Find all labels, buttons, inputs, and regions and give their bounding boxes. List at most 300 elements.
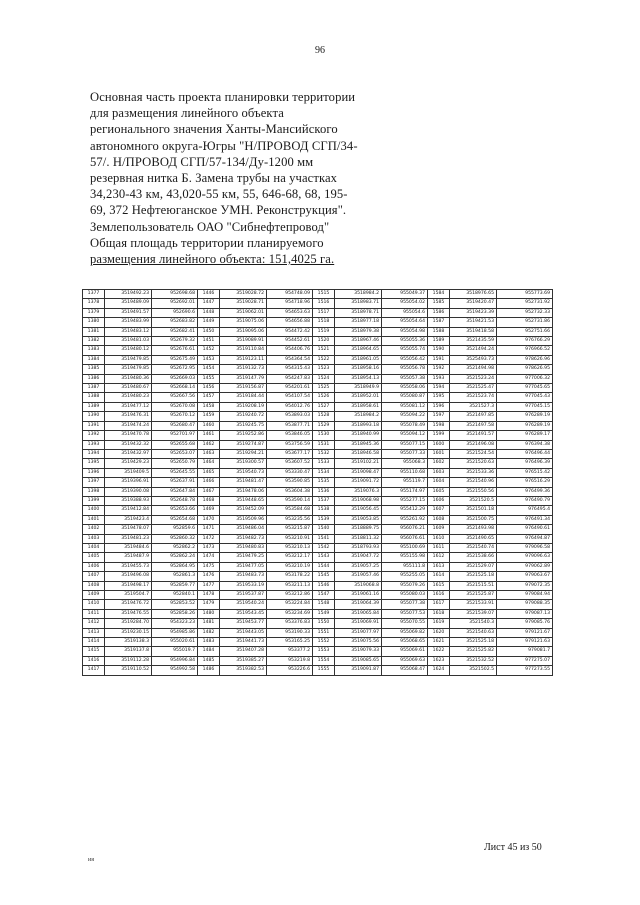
x-coordinate-cell: 3521550.56 — [450, 487, 497, 496]
point-number-cell: 1413 — [83, 628, 105, 637]
x-coordinate-cell: 3519240.72 — [220, 412, 267, 421]
x-coordinate-cell: 3519123.11 — [220, 355, 267, 364]
y-coordinate-cell: 955070.55 — [382, 619, 428, 628]
y-coordinate-cell: 976289.19 — [497, 412, 553, 421]
heading-line: для размещения линейного объекта — [90, 106, 284, 121]
point-number-cell: 1377 — [83, 290, 105, 299]
x-coordinate-cell: 3519540.24 — [220, 600, 267, 609]
y-coordinate-cell: 955277.15 — [382, 496, 428, 505]
x-coordinate-cell: 3519480.12 — [105, 346, 152, 355]
y-coordinate-cell: 955174.97 — [382, 487, 428, 496]
table-row — [83, 496, 553, 505]
point-number-cell: 1537 — [313, 496, 335, 505]
point-number-cell: 1464 — [198, 459, 220, 468]
x-coordinate-cell: 3519441.73 — [220, 638, 267, 647]
y-coordinate-cell: 955080.87 — [382, 393, 428, 402]
x-coordinate-cell: 3519443.05 — [220, 628, 267, 637]
x-coordinate-cell: 3519300.57 — [220, 459, 267, 468]
table-row — [83, 647, 553, 656]
x-coordinate-cell: 3521435.59 — [450, 337, 497, 346]
y-coordinate-cell: 954247.83 — [267, 374, 313, 383]
x-coordinate-cell: 3519382.53 — [220, 666, 267, 675]
x-coordinate-cell: 3521525.47 — [450, 384, 497, 393]
x-coordinate-cell: 3519420.47 — [450, 299, 497, 308]
x-coordinate-cell: 3519028.72 — [220, 290, 267, 299]
x-coordinate-cell: 3521527.3 — [450, 402, 497, 411]
y-coordinate-cell: 955255.05 — [382, 572, 428, 581]
table-row — [83, 431, 553, 440]
point-number-cell: 1396 — [83, 468, 105, 477]
x-coordinate-cell: 3521540.96 — [450, 478, 497, 487]
point-number-cell: 1605 — [428, 487, 450, 496]
x-coordinate-cell: 3521540.3 — [450, 619, 497, 628]
x-coordinate-cell: 3519432.32 — [105, 440, 152, 449]
y-coordinate-cell: 956076.61 — [382, 534, 428, 543]
x-coordinate-cell: 3521539.07 — [450, 609, 497, 618]
y-coordinate-cell: 952682.41 — [152, 327, 198, 336]
x-coordinate-cell: 3518967.46 — [335, 337, 382, 346]
x-coordinate-cell: 3519484.6 — [105, 543, 152, 552]
x-coordinate-cell: 3519421.53 — [450, 318, 497, 327]
table-row — [83, 459, 553, 468]
y-coordinate-cell: 979121.67 — [497, 628, 553, 637]
x-coordinate-cell: 3519028.71 — [220, 299, 267, 308]
y-coordinate-cell: 954012.76 — [267, 402, 313, 411]
table-row — [83, 515, 553, 524]
point-number-cell: 1469 — [198, 506, 220, 515]
point-number-cell: 1555 — [313, 666, 335, 675]
x-coordinate-cell: 3519418.58 — [450, 327, 497, 336]
table-row — [83, 355, 553, 364]
x-coordinate-cell: 3519075.06 — [220, 318, 267, 327]
point-number-cell: 1473 — [198, 543, 220, 552]
point-number-cell: 1474 — [198, 553, 220, 562]
point-number-cell: 1612 — [428, 553, 450, 562]
point-number-cell: 1620 — [428, 628, 450, 637]
x-coordinate-cell: 3519230.15 — [105, 628, 152, 637]
table-row — [83, 534, 553, 543]
point-number-cell: 1389 — [83, 402, 105, 411]
point-number-cell: 1535 — [313, 478, 335, 487]
y-coordinate-cell: 979084.94 — [497, 591, 553, 600]
page-number: 96 — [315, 45, 325, 56]
point-number-cell: 1593 — [428, 374, 450, 383]
point-number-cell: 1541 — [313, 534, 335, 543]
x-coordinate-cell: 3519062.01 — [220, 308, 267, 317]
corner-mark: ия — [88, 857, 94, 863]
x-coordinate-cell: 3519184.44 — [220, 393, 267, 402]
x-coordinate-cell: 3521532.52 — [450, 656, 497, 665]
x-coordinate-cell: 3519284.70 — [105, 619, 152, 628]
point-number-cell: 1525 — [313, 384, 335, 393]
x-coordinate-cell: 3519474.24 — [105, 421, 152, 430]
y-coordinate-cell: 953756.59 — [267, 440, 313, 449]
point-number-cell: 1522 — [313, 355, 335, 364]
x-coordinate-cell: 3518889.75 — [335, 525, 382, 534]
y-coordinate-cell: 952655.68 — [152, 440, 198, 449]
x-coordinate-cell: 3519479.85 — [105, 355, 152, 364]
y-coordinate-cell: 954323.23 — [152, 619, 198, 628]
x-coordinate-cell: 3518958.16 — [335, 365, 382, 374]
x-coordinate-cell: 3519057.25 — [335, 562, 382, 571]
point-number-cell: 1446 — [198, 290, 220, 299]
point-number-cell: 1448 — [198, 308, 220, 317]
x-coordinate-cell: 3519480.36 — [105, 374, 152, 383]
y-coordinate-cell: 955412.29 — [382, 506, 428, 515]
x-coordinate-cell: 3521533.36 — [450, 468, 497, 477]
y-coordinate-cell: 979096.63 — [497, 553, 553, 562]
x-coordinate-cell: 3519479.25 — [220, 553, 267, 562]
x-coordinate-cell: 3519486.04 — [220, 525, 267, 534]
table-row — [83, 638, 553, 647]
table-row — [83, 656, 553, 665]
x-coordinate-cell: 3519076.3 — [335, 487, 382, 496]
x-coordinate-cell: 3521523.24 — [450, 374, 497, 383]
x-coordinate-cell: 3519388.93 — [105, 496, 152, 505]
point-number-cell: 1475 — [198, 562, 220, 571]
y-coordinate-cell: 954718.96 — [267, 299, 313, 308]
point-number-cell: 1466 — [198, 478, 220, 487]
y-coordinate-cell: 953377.2 — [267, 647, 313, 656]
x-coordinate-cell: 3519245.75 — [220, 421, 267, 430]
table-row — [83, 308, 553, 317]
y-coordinate-cell: 955069.82 — [382, 628, 428, 637]
y-coordinate-cell: 952858.26 — [152, 609, 198, 618]
y-coordinate-cell: 952692.01 — [152, 299, 198, 308]
x-coordinate-cell: 3519492.23 — [105, 290, 152, 299]
x-coordinate-cell: 3519091.87 — [335, 666, 382, 675]
point-number-cell: 1454 — [198, 365, 220, 374]
point-number-cell: 1457 — [198, 393, 220, 402]
table-row — [83, 449, 553, 458]
y-coordinate-cell: 955081.12 — [382, 402, 428, 411]
y-coordinate-cell: 954452.61 — [267, 337, 313, 346]
x-coordinate-cell: 3519057.46 — [335, 572, 382, 581]
x-coordinate-cell: 3521524.54 — [450, 449, 497, 458]
point-number-cell: 1600 — [428, 440, 450, 449]
y-coordinate-cell: 955261.92 — [382, 515, 428, 524]
point-number-cell: 1614 — [428, 572, 450, 581]
heading-line: резервная нитка Б. Замена трубы на участках — [90, 171, 338, 186]
x-coordinate-cell: 3519452.09 — [220, 506, 267, 515]
y-coordinate-cell: 955055.36 — [382, 337, 428, 346]
y-coordinate-cell: 954472.42 — [267, 327, 313, 336]
x-coordinate-cell: 3519147.79 — [220, 374, 267, 383]
y-coordinate-cell: 953604.38 — [267, 487, 313, 496]
table-row — [83, 562, 553, 571]
y-coordinate-cell: 954315.43 — [267, 365, 313, 374]
x-coordinate-cell: 3519509.96 — [220, 515, 267, 524]
x-coordinate-cell: 3521493.98 — [450, 525, 497, 534]
x-coordinate-cell: 3519476.55 — [105, 609, 152, 618]
point-number-cell: 1532 — [313, 449, 335, 458]
point-number-cell: 1621 — [428, 638, 450, 647]
y-coordinate-cell: 953211.13 — [267, 581, 313, 590]
point-number-cell: 1622 — [428, 647, 450, 656]
table-row — [83, 421, 553, 430]
y-coordinate-cell: 952669.03 — [152, 374, 198, 383]
table-row — [83, 666, 553, 675]
x-coordinate-cell: 3518964.65 — [335, 346, 382, 355]
x-coordinate-cell: 3518993.18 — [335, 421, 382, 430]
x-coordinate-cell: 3519476.72 — [105, 600, 152, 609]
point-number-cell: 1595 — [428, 393, 450, 402]
table-row — [83, 393, 553, 402]
point-number-cell: 1407 — [83, 572, 105, 581]
y-coordinate-cell: 979063.67 — [497, 572, 553, 581]
x-coordinate-cell: 3519482.73 — [220, 534, 267, 543]
y-coordinate-cell: 952731.92 — [497, 299, 553, 308]
x-coordinate-cell: 3519540.73 — [220, 468, 267, 477]
table-row — [83, 290, 553, 299]
y-coordinate-cell: 955094.12 — [382, 431, 428, 440]
y-coordinate-cell: 979072.35 — [497, 581, 553, 590]
y-coordinate-cell: 979087.13 — [497, 609, 553, 618]
point-number-cell: 1406 — [83, 562, 105, 571]
x-coordinate-cell: 3521490.65 — [450, 534, 497, 543]
x-coordinate-cell: 3521502.5 — [450, 666, 497, 675]
x-coordinate-cell: 3519047.72 — [335, 553, 382, 562]
y-coordinate-cell: 953210.13 — [267, 543, 313, 552]
coordinates-table — [82, 289, 553, 676]
x-coordinate-cell: 3521540.74 — [450, 543, 497, 552]
point-number-cell: 1391 — [83, 421, 105, 430]
y-coordinate-cell: 978626.95 — [497, 365, 553, 374]
x-coordinate-cell: 3518961.05 — [335, 355, 382, 364]
x-coordinate-cell: 3519065.84 — [335, 609, 382, 618]
x-coordinate-cell: 3519478.06 — [220, 487, 267, 496]
x-coordinate-cell: 3518940.99 — [335, 431, 382, 440]
point-number-cell: 1383 — [83, 346, 105, 355]
coordinates-table-body — [83, 290, 553, 676]
point-number-cell: 1382 — [83, 337, 105, 346]
x-coordinate-cell: 3519064.39 — [335, 600, 382, 609]
x-coordinate-cell: 3519085.65 — [335, 656, 382, 665]
table-row — [83, 609, 553, 618]
point-number-cell: 1545 — [313, 572, 335, 581]
y-coordinate-cell: 952751.66 — [497, 327, 553, 336]
x-coordinate-cell: 3519487.9 — [105, 553, 152, 562]
y-coordinate-cell: 979121.63 — [497, 638, 553, 647]
y-coordinate-cell: 952676.61 — [152, 346, 198, 355]
x-coordinate-cell: 3518983.71 — [335, 299, 382, 308]
y-coordinate-cell: 976495.4 — [497, 506, 553, 515]
point-number-cell: 1455 — [198, 374, 220, 383]
y-coordinate-cell: 952861.3 — [152, 572, 198, 581]
point-number-cell: 1530 — [313, 431, 335, 440]
x-coordinate-cell: 3518978.71 — [335, 308, 382, 317]
table-row — [83, 346, 553, 355]
x-coordinate-cell: 3519056.45 — [335, 506, 382, 515]
x-coordinate-cell: 3521515.51 — [450, 581, 497, 590]
point-number-cell: 1481 — [198, 619, 220, 628]
y-coordinate-cell: 955100.69 — [382, 543, 428, 552]
x-coordinate-cell: 3519480.67 — [105, 384, 152, 393]
point-number-cell: 1624 — [428, 666, 450, 675]
table-row — [83, 543, 553, 552]
x-coordinate-cell: 3518954.13 — [335, 374, 382, 383]
x-coordinate-cell: 3519409.5 — [105, 468, 152, 477]
y-coordinate-cell: 955054.02 — [382, 299, 428, 308]
point-number-cell: 1539 — [313, 515, 335, 524]
y-coordinate-cell: 953590.14 — [267, 496, 313, 505]
x-coordinate-cell: 3519483.73 — [220, 572, 267, 581]
point-number-cell: 1395 — [83, 459, 105, 468]
y-coordinate-cell: 953846.05 — [267, 431, 313, 440]
x-coordinate-cell: 3521494.24 — [450, 346, 497, 355]
y-coordinate-cell: 952647.84 — [152, 487, 198, 496]
x-coordinate-cell: 3521520.5 — [450, 496, 497, 505]
point-number-cell: 1594 — [428, 384, 450, 393]
point-number-cell: 1608 — [428, 515, 450, 524]
y-coordinate-cell: 955054.6 — [382, 308, 428, 317]
point-number-cell: 1551 — [313, 628, 335, 637]
table-row — [83, 412, 553, 421]
x-coordinate-cell: 3518979.38 — [335, 327, 382, 336]
y-coordinate-cell: 976394.38 — [497, 440, 553, 449]
point-number-cell: 1599 — [428, 431, 450, 440]
x-coordinate-cell: 3518793.93 — [335, 543, 382, 552]
point-number-cell: 1393 — [83, 440, 105, 449]
point-number-cell: 1456 — [198, 384, 220, 393]
point-number-cell: 1617 — [428, 600, 450, 609]
x-coordinate-cell: 3521533.91 — [450, 600, 497, 609]
y-coordinate-cell: 953877.71 — [267, 421, 313, 430]
x-coordinate-cell: 3521520.63 — [450, 459, 497, 468]
point-number-cell: 1398 — [83, 487, 105, 496]
point-number-cell: 1517 — [313, 308, 335, 317]
y-coordinate-cell: 954406.76 — [267, 346, 313, 355]
point-number-cell: 1460 — [198, 421, 220, 430]
y-coordinate-cell: 955119.7 — [382, 478, 428, 487]
point-number-cell: 1606 — [428, 496, 450, 505]
heading-line: Землепользователь ОАО "Сибнефтепровод" — [90, 219, 330, 234]
x-coordinate-cell: 3519053.85 — [335, 515, 382, 524]
x-coordinate-cell: 3519477.05 — [220, 562, 267, 571]
point-number-cell: 1615 — [428, 581, 450, 590]
x-coordinate-cell: 3518984.2 — [335, 412, 382, 421]
y-coordinate-cell: 952853.52 — [152, 600, 198, 609]
table-row — [83, 591, 553, 600]
x-coordinate-cell: 3519079.33 — [335, 647, 382, 656]
y-coordinate-cell: 977006.32 — [497, 374, 553, 383]
y-coordinate-cell: 952859.77 — [152, 581, 198, 590]
point-number-cell: 1381 — [83, 327, 105, 336]
y-coordinate-cell: 953226.6 — [267, 666, 313, 675]
x-coordinate-cell: 3521538.66 — [450, 553, 497, 562]
x-coordinate-cell: 3519480.23 — [105, 393, 152, 402]
x-coordinate-cell: 3519110.84 — [220, 346, 267, 355]
point-number-cell: 1515 — [313, 290, 335, 299]
y-coordinate-cell: 952859.6 — [152, 525, 198, 534]
y-coordinate-cell: 952732.33 — [497, 308, 553, 317]
point-number-cell: 1547 — [313, 591, 335, 600]
x-coordinate-cell: 3519061.16 — [335, 591, 382, 600]
x-coordinate-cell: 3518977.18 — [335, 318, 382, 327]
x-coordinate-cell: 3519496.08 — [105, 572, 152, 581]
x-coordinate-cell: 3521525.18 — [450, 572, 497, 581]
x-coordinate-cell: 3519075.56 — [335, 638, 382, 647]
point-number-cell: 1416 — [83, 656, 105, 665]
y-coordinate-cell: 952645.55 — [152, 468, 198, 477]
heading-line: 69, 372 Нефтеюганское УМН. Реконструкция". — [90, 203, 347, 218]
x-coordinate-cell: 3518945.36 — [335, 440, 382, 449]
point-number-cell: 1471 — [198, 525, 220, 534]
y-coordinate-cell: 955057.38 — [382, 374, 428, 383]
point-number-cell: 1403 — [83, 534, 105, 543]
y-coordinate-cell: 977273.55 — [497, 666, 553, 675]
point-number-cell: 1472 — [198, 534, 220, 543]
y-coordinate-cell: 976516.29 — [497, 478, 553, 487]
y-coordinate-cell: 954201.61 — [267, 384, 313, 393]
x-coordinate-cell: 3519069.91 — [335, 619, 382, 628]
y-coordinate-cell: 977045.43 — [497, 393, 553, 402]
y-coordinate-cell: 955068.65 — [382, 638, 428, 647]
table-row — [83, 337, 553, 346]
point-number-cell: 1397 — [83, 478, 105, 487]
x-coordinate-cell: 3519089.91 — [220, 337, 267, 346]
x-coordinate-cell: 3521496.08 — [450, 440, 497, 449]
coordinates-table-wrapper — [82, 289, 552, 676]
point-number-cell: 1552 — [313, 638, 335, 647]
y-coordinate-cell: 953190.33 — [267, 628, 313, 637]
point-number-cell: 1461 — [198, 431, 220, 440]
x-coordinate-cell: 3519423.4 — [105, 515, 152, 524]
point-number-cell: 1385 — [83, 365, 105, 374]
point-number-cell: 1384 — [83, 355, 105, 364]
y-coordinate-cell: 954992.58 — [152, 666, 198, 675]
table-row — [83, 327, 553, 336]
y-coordinate-cell: 952862.2 — [152, 543, 198, 552]
x-coordinate-cell: 3519481.03 — [105, 337, 152, 346]
y-coordinate-cell: 955056.78 — [382, 365, 428, 374]
y-coordinate-cell: 955155.98 — [382, 553, 428, 562]
x-coordinate-cell: 3519476.31 — [105, 412, 152, 421]
point-number-cell: 1544 — [313, 562, 335, 571]
y-coordinate-cell: 955077.38 — [382, 600, 428, 609]
x-coordinate-cell: 3519252.86 — [220, 431, 267, 440]
y-coordinate-cell: 976289.17 — [497, 431, 553, 440]
y-coordinate-cell: 953219.8 — [267, 656, 313, 665]
y-coordinate-cell: 976966.52 — [497, 346, 553, 355]
point-number-cell: 1550 — [313, 619, 335, 628]
table-row — [83, 553, 553, 562]
y-coordinate-cell: 952675.49 — [152, 355, 198, 364]
point-number-cell: 1400 — [83, 506, 105, 515]
point-number-cell: 1589 — [428, 337, 450, 346]
y-coordinate-cell: 956076.21 — [382, 525, 428, 534]
x-coordinate-cell: 3519489.09 — [105, 299, 152, 308]
x-coordinate-cell: 3519110.52 — [105, 666, 152, 675]
y-coordinate-cell: 952648.78 — [152, 496, 198, 505]
y-coordinate-cell: 953607.52 — [267, 459, 313, 468]
x-coordinate-cell: 3521497.58 — [450, 421, 497, 430]
y-coordinate-cell: 953215.87 — [267, 525, 313, 534]
point-number-cell: 1411 — [83, 609, 105, 618]
point-number-cell: 1484 — [198, 647, 220, 656]
x-coordinate-cell: 3519483.12 — [105, 327, 152, 336]
point-number-cell: 1546 — [313, 581, 335, 590]
x-coordinate-cell: 3519480.83 — [220, 543, 267, 552]
y-coordinate-cell: 953165.25 — [267, 638, 313, 647]
point-number-cell: 1609 — [428, 525, 450, 534]
point-number-cell: 1467 — [198, 487, 220, 496]
point-number-cell: 1540 — [313, 525, 335, 534]
x-coordinate-cell: 3519483.99 — [105, 318, 152, 327]
point-number-cell: 1415 — [83, 647, 105, 656]
y-coordinate-cell: 955058.06 — [382, 384, 428, 393]
point-number-cell: 1602 — [428, 459, 450, 468]
